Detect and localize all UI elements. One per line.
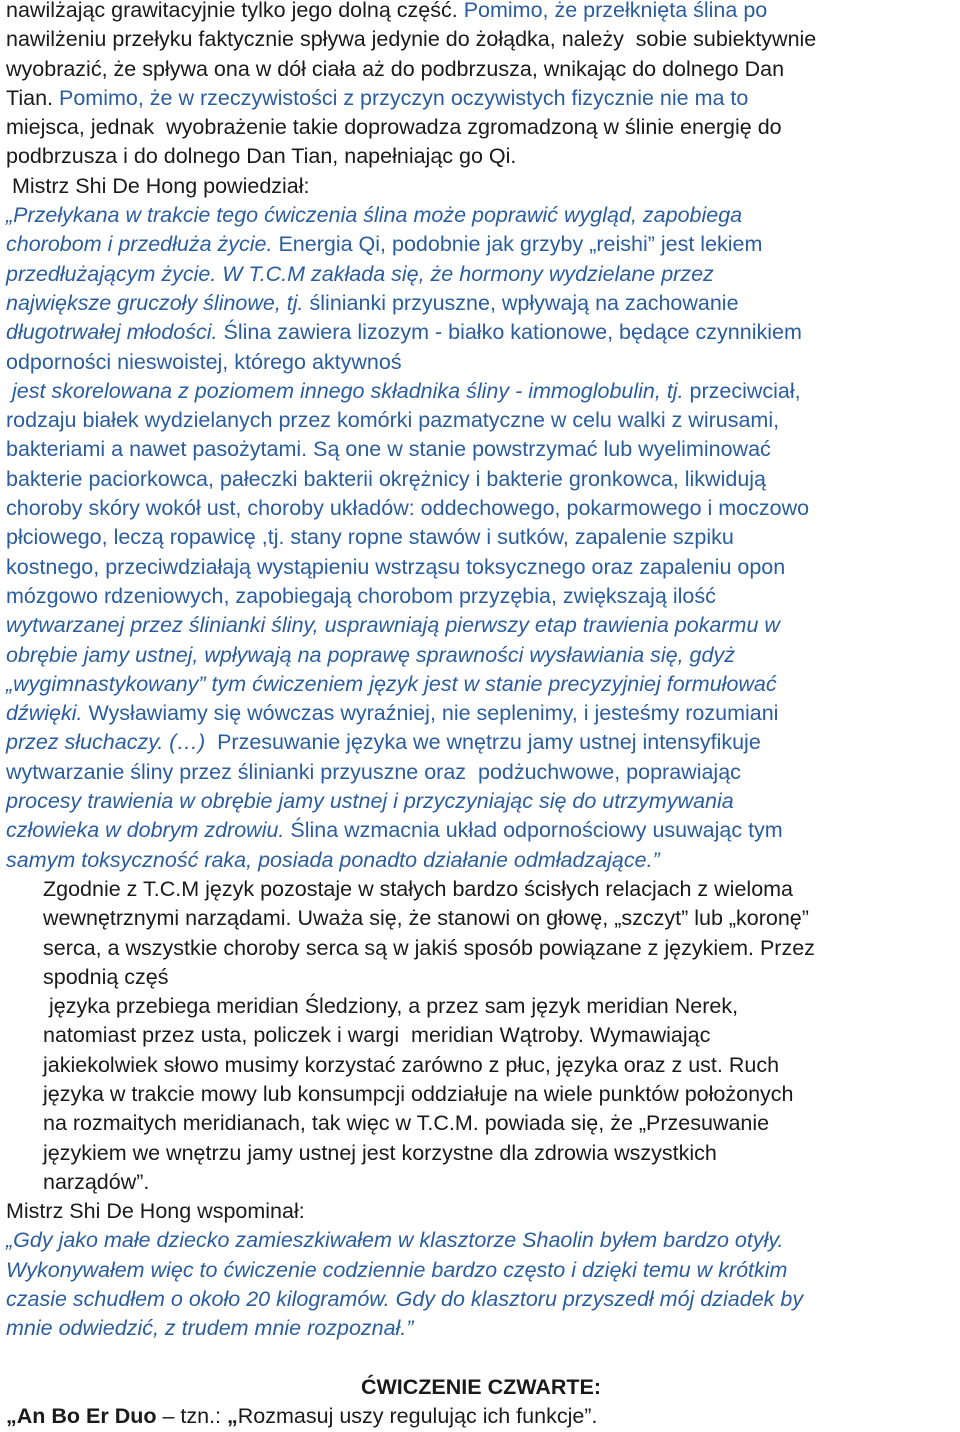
text-segment: odporności nieswoistej, którego aktywnoś: [6, 349, 402, 374]
text-segment: przez słuchaczy. (…): [6, 730, 218, 755]
text-line: [6, 25, 956, 54]
text-line: [6, 875, 956, 904]
text-segment: językiem we wnętrzu jamy ustnej jest korzystne dla zdrowia wszystkich: [43, 1140, 717, 1165]
text-line: [6, 816, 956, 845]
text-segment: obrębie jamy ustnej, wpływają na poprawę sprawności wysławiania się, gdyż: [6, 642, 735, 667]
text-segment: ślinianki przyuszne, wpływają na zachowanie: [309, 290, 739, 315]
text-segment: Zgodnie z T.C.M język pozostaje w stałych bardzo ścisłych relacjach z wieloma: [43, 876, 794, 901]
text-segment: przedłużającym życie. W T.C.M zakłada się, że hormony wydzielane przez: [6, 261, 714, 286]
text-line: [6, 934, 956, 963]
text-line: [6, 201, 956, 230]
text-line: [6, 582, 956, 611]
text-segment: przeciwciał,: [689, 378, 801, 403]
text-segment: Mistrz Shi De Hong wspominał:: [6, 1199, 305, 1224]
text-segment: ĆWICZENIE CZWARTE:: [360, 1374, 602, 1399]
text-segment: „Przełykana w trakcie tego ćwiczenia ślina może poprawić wygląd, zapobiega: [6, 203, 743, 228]
text-line: [6, 1402, 956, 1431]
text-line: [6, 172, 956, 201]
text-line: [6, 348, 956, 377]
text-line: [6, 1109, 956, 1138]
text-line: [6, 377, 956, 406]
text-segment: Rozmasuj uszy regulując ich funkcje”.: [237, 1404, 598, 1429]
text-line: [6, 553, 956, 582]
text-line: [6, 55, 956, 84]
text-line: [6, 699, 956, 728]
text-segment: Wysławiamy się wówczas wyraźniej, nie seplenimy, i jesteśmy rozumiani: [88, 701, 779, 726]
text-segment: wyobrazić, że spływa ona w dół ciała aż do podbrzusza, wnikając do dolnego Dan: [6, 56, 785, 81]
text-segment: Wykonywałem więc to ćwiczenie codziennie bardzo często i dzięki temu w krótkim: [6, 1257, 788, 1282]
blank-line: [6, 1344, 956, 1373]
text-segment: „An Bo Er Duo: [6, 1404, 157, 1429]
text-segment: podbrzusza i do dolnego Dan Tian, napełniając go Qi.: [6, 144, 517, 169]
text-segment: chorobom i przedłuża życie.: [6, 232, 279, 257]
text-line: [6, 1314, 956, 1343]
text-line: [6, 1051, 956, 1080]
text-segment: bakteriami a nawet pasożytami.: [6, 437, 314, 462]
text-line: [6, 758, 956, 787]
text-segment: bakterie paciorkowca, pałeczki bakterii okrężnicy i bakterie gronkowca, likwidują: [6, 466, 767, 491]
text-segment: serca, a wszystkie choroby serca są w jakiś sposób powiązane z językiem. Przez: [43, 935, 815, 960]
text-line: [6, 1285, 956, 1314]
text-line: [6, 670, 956, 699]
text-segment: Przesuwanie języka we wnętrzu jamy ustnej intensyfikuje: [217, 730, 761, 755]
text-segment: – tzn.:: [156, 1404, 228, 1429]
text-segment: „Gdy jako małe dziecko zamieszkiwałem w klasztorze Shaolin byłem bardzo otyły.: [6, 1228, 784, 1253]
text-segment: języka przebiega meridian Śledziony, a przez sam język meridian Nerek,: [43, 994, 739, 1019]
text-line: [6, 641, 956, 670]
text-segment: wewnętrznymi narządami. Uważa się, że stanowi on głowę, „szczyt” lub „koronę”: [43, 906, 809, 931]
text-line: [6, 992, 956, 1021]
text-line: [6, 1139, 956, 1168]
text-segment: „wygimnastykowany” tym ćwiczeniem język jest w stanie precyzyjniej formułować: [6, 671, 777, 696]
text-segment: nawilżając grawitacyjnie tylko jego dolną część.: [6, 0, 464, 22]
text-segment: jest skorelowana z poziomem innego składnika śliny - immoglobulin, tj.: [6, 378, 690, 403]
text-line: [6, 113, 956, 142]
text-segment: natomiast przez usta, policzek i wargi meridian Wątroby. Wymawiając: [43, 1023, 711, 1048]
text-line: [6, 1197, 956, 1226]
text-segment: narządów”.: [43, 1169, 150, 1194]
text-line: [6, 318, 956, 347]
text-line: [6, 1256, 956, 1285]
text-segment: stany ropne stawów i sutków, zapalenie szpiku: [290, 525, 734, 550]
text-segment: samym toksyczność raka, posiada ponadto działanie odmładzające.”: [6, 847, 660, 872]
text-line: [6, 728, 956, 757]
text-segment: procesy trawienia w obrębie jamy ustnej i przyczyniając się do utrzymywania: [6, 789, 734, 814]
text-segment: człowieka w dobrym zdrowiu.: [6, 818, 291, 843]
text-segment: wytwarzanie śliny przez ślinianki przyuszne oraz podżuchwowe, poprawiając: [6, 759, 741, 784]
text-segment: nawilżeniu przełyku faktycznie spływa jedynie do żołądka, należy sobie subiektywnie: [6, 27, 817, 52]
text-segment: największe gruczoły ślinowe, tj.: [6, 290, 310, 315]
text-segment: Pomimo, że w rzeczywistości z przyczyn oczywistych fizycznie nie ma to: [58, 85, 749, 110]
text-segment: kostnego, przeciwdziałają wystąpieniu wstrząsu toksycznego oraz zapaleniu opon: [6, 554, 786, 579]
text-segment: jakiekolwiek słowo musimy korzystać zarówno z płuc, języka oraz z ust. Ruch: [43, 1052, 780, 1077]
text-segment: dźwięki.: [6, 701, 89, 726]
text-line: [6, 260, 956, 289]
text-line: [6, 846, 956, 875]
text-segment: języka w trakcie mowy lub konsumpcji oddziałuje na wiele punktów położonych: [43, 1081, 794, 1106]
text-line: [6, 435, 956, 464]
text-line: [6, 1168, 956, 1197]
document-page: [6, 0, 956, 1432]
text-segment: Pomimo, że przełknięta ślina po: [463, 0, 768, 22]
text-segment: wytwarzanej przez ślinianki śliny, usprawniają pierwszy etap trawienia pokarmu w: [6, 613, 780, 638]
text-line: [6, 1021, 956, 1050]
text-line: [6, 289, 956, 318]
text-line: [6, 1226, 956, 1255]
text-line: [6, 0, 956, 25]
text-line: [6, 84, 956, 113]
text-segment: płciowego, leczą ropawicę ,tj.: [6, 525, 291, 550]
text-segment: „: [227, 1404, 238, 1429]
text-segment: miejsca, jednak wyobrażenie takie doprowadza zgromadzoną w ślinie energię do: [6, 115, 782, 140]
text-line: [6, 465, 956, 494]
text-line: [6, 523, 956, 552]
text-line: [6, 787, 956, 816]
text-segment: Ślina zawiera lizozym - białko kationowe, będące czynnikiem: [223, 320, 802, 345]
section-heading: [6, 1373, 956, 1402]
text-line: [6, 494, 956, 523]
text-segment: mózgowo rdzeniowych, zapobiegają chorobom przyzębia, zwiększają ilość: [6, 583, 716, 608]
text-segment: choroby skóry wokół ust, choroby układów: oddechowego, pokarmowego i moczowo: [6, 496, 810, 521]
text-segment: Są one w stanie powstrzymać lub wyeliminować: [313, 437, 771, 462]
text-segment: mnie odwiedzić, z trudem mnie rozpoznał.”: [6, 1316, 414, 1341]
text-segment: rodzaju białek wydzielanych przez komórki pazmatyczne w celu walki z wirusami,: [6, 408, 780, 433]
text-segment: Energia Qi, podobnie jak grzyby „reishi” jest lekiem: [278, 232, 763, 257]
text-line: [6, 142, 956, 171]
text-line: [6, 230, 956, 259]
text-line: [6, 1080, 956, 1109]
text-segment: Gdy do klasztoru przyszedł mój dziadek by: [395, 1287, 804, 1312]
text-segment: czasie schudłem o około 20 kilogramów.: [6, 1287, 396, 1312]
text-segment: długotrwałej młodości.: [6, 320, 224, 345]
text-segment: Ślina wzmacnia układ odpornościowy usuwając tym: [290, 818, 783, 843]
text-line: [6, 406, 956, 435]
text-line: [6, 963, 956, 992]
text-segment: na rozmaitych meridianach, tak więc w T.C.M. powiada się, że „Przesuwanie: [43, 1111, 770, 1136]
text-segment: spodnią częś: [43, 964, 169, 989]
text-segment: Tian.: [6, 85, 59, 110]
text-line: [6, 611, 956, 640]
text-line: [6, 904, 956, 933]
text-segment: Mistrz Shi De Hong powiedział:: [6, 173, 310, 198]
